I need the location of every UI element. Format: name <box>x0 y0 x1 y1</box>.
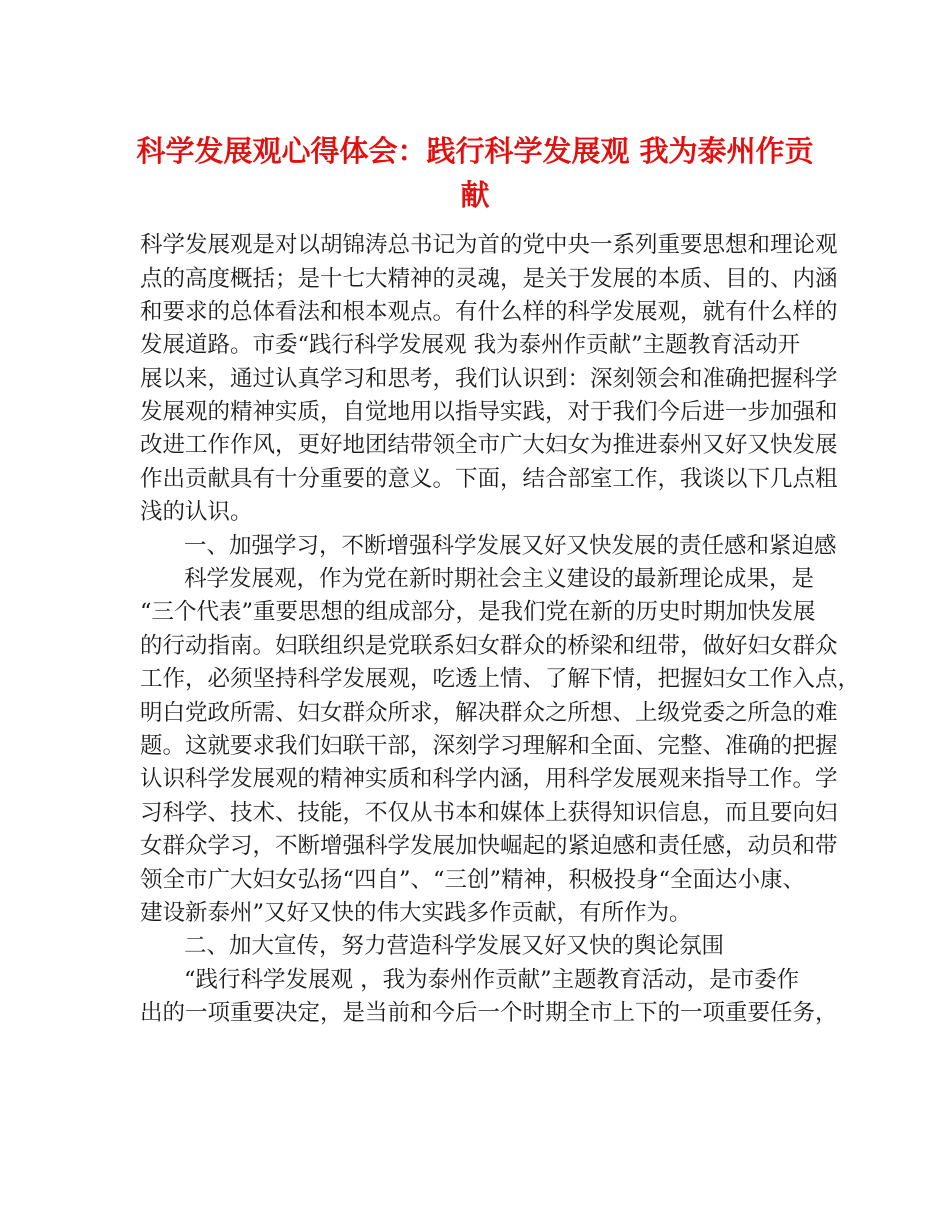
body-line: 作出贡献具有十分重要的意义。下面，结合部室工作，我谈以下几点粗 <box>140 466 838 492</box>
body-line: 二、加大宣传，努力营造科学发展又好又快的舆论氛围 <box>184 933 725 959</box>
body-line: 习科学、技术、技能，不仅从书本和媒体上获得知识信息，而且要向妇 <box>140 800 838 826</box>
body-line: 改进工作作风，更好地团结带领全市广大妇女为推进泰州又好又快发展 <box>140 432 838 458</box>
body-line: 科学发展观是对以胡锦涛总书记为首的党中央一系列重要思想和理论观 <box>140 232 838 258</box>
body-line: 一、加强学习，不断增强科学发展又好又快发展的责任感和紧迫感 <box>184 533 837 559</box>
body-line: 明白党政所需、妇女群众所求，解决群众之所想、上级党委之所急的难 <box>140 700 838 726</box>
body-line: 点的高度概括；是十七大精神的灵魂，是关于发展的本质、目的、内涵 <box>140 266 838 292</box>
document-title-line-1: 科学发展观心得体会：践行科学发展观 我为泰州作贡 <box>136 134 814 168</box>
body-line: 的行动指南。妇联组织是党联系妇女群众的桥梁和纽带，做好妇女群众 <box>140 633 838 659</box>
body-line: 领全市广大妇女弘扬“四自”、“三创”精神，积极投身“全面达小康、 <box>140 867 806 893</box>
body-line: “三个代表”重要思想的组成部分，是我们党在新的历史时期加快发展 <box>140 599 816 625</box>
body-line: 发展道路。市委“践行科学发展观 我为泰州作贡献”主题教育活动开 <box>140 332 801 358</box>
body-line: 女群众学习，不断增强科学发展加快崛起的紧迫感和责任感，动员和带 <box>140 833 838 859</box>
body-line: 和要求的总体看法和根本观点。有什么样的科学发展观，就有什么样的 <box>140 299 838 325</box>
body-line: 工作，必须坚持科学发展观，吃透上情、了解下情，把握妇女工作入点， <box>140 666 861 692</box>
body-line: 出的一项重要决定，是当前和今后一个时期全市上下的一项重要任务， <box>140 1000 838 1026</box>
body-line: 浅的认识。 <box>140 499 253 525</box>
body-line: 认识科学发展观的精神实质和科学内涵，用科学发展观来指导工作。学 <box>140 766 838 792</box>
body-line: 发展观的精神实质，自觉地用以指导实践，对于我们今后进一步加强和 <box>140 399 838 425</box>
body-line: 科学发展观，作为党在新时期社会主义建设的最新理论成果，是 <box>184 566 815 592</box>
body-line: 题。这就要求我们妇联干部，深刻学习理解和全面、完整、准确的把握 <box>140 733 838 759</box>
body-line: 建设新泰州”又好又快的伟大实践多作贡献，有所作为。 <box>140 900 692 926</box>
body-line: 展以来，通过认真学习和思考，我们认识到：深刻领会和准确把握科学 <box>140 366 838 392</box>
body-line: “践行科学发展观 ，我为泰州作贡献”主题教育活动，是市委作 <box>184 967 800 993</box>
document-title-line-2: 献 <box>460 178 490 212</box>
